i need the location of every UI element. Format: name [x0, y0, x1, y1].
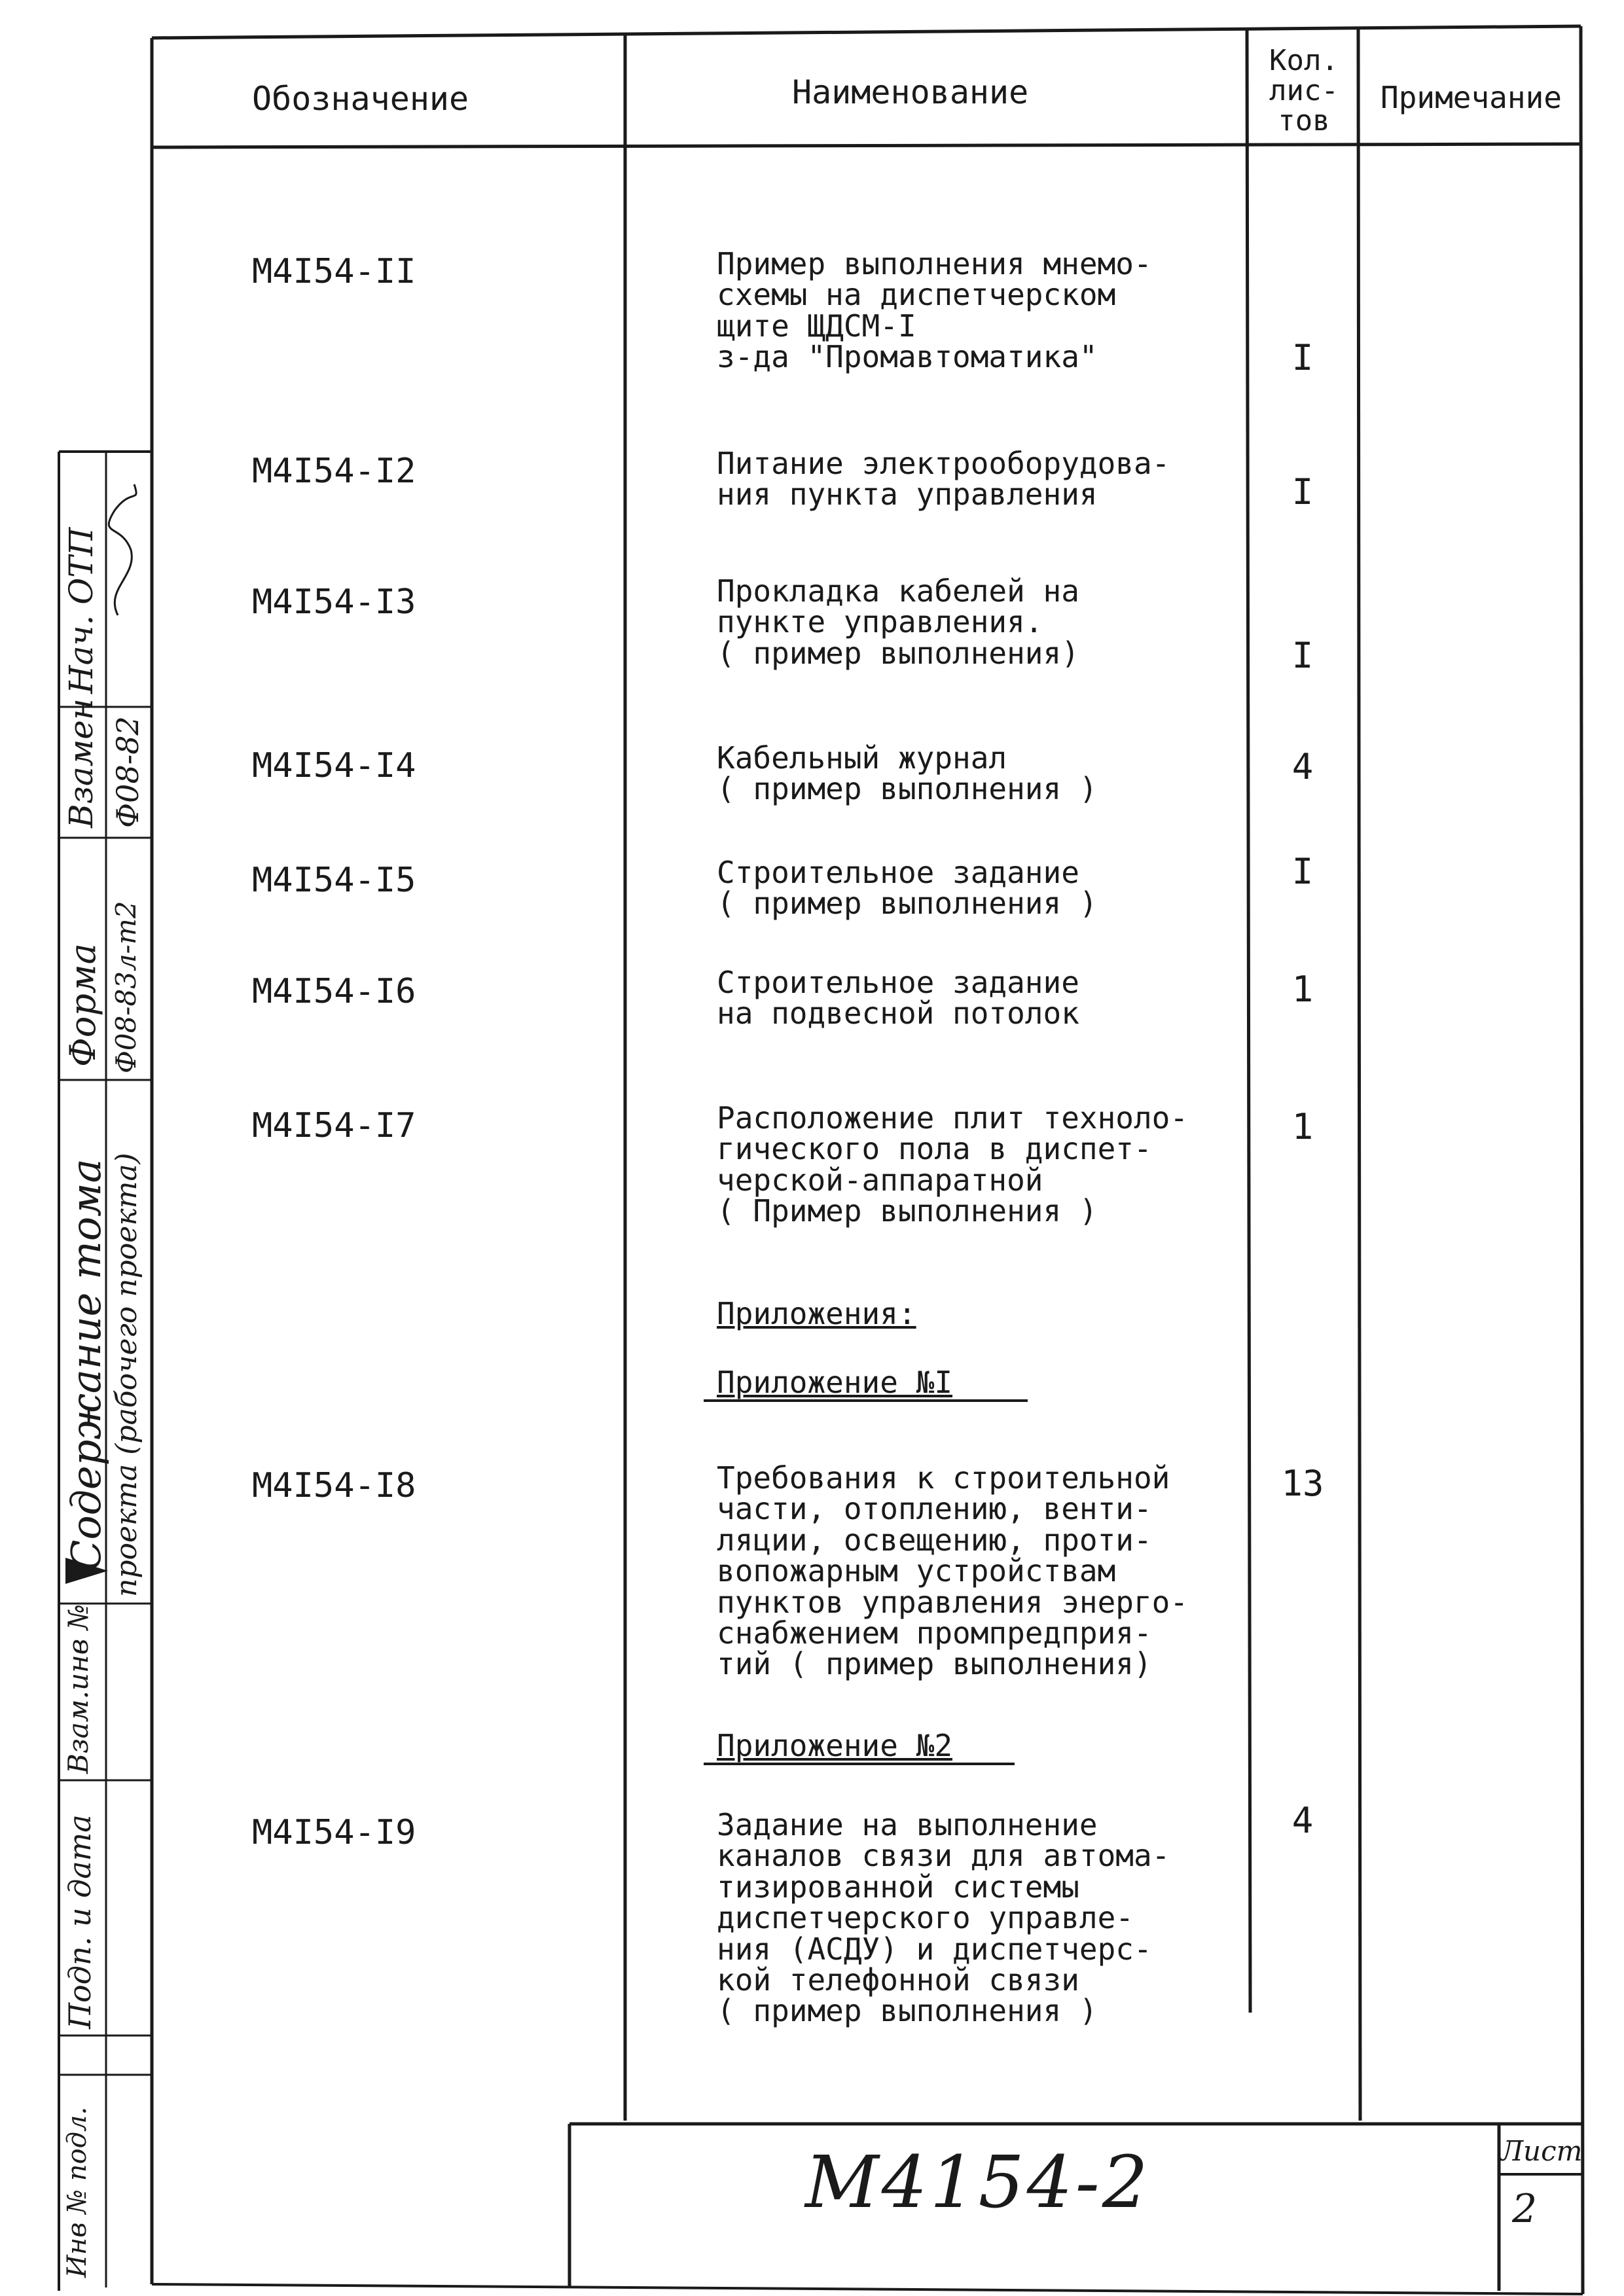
stamp-forma-value: Ф08-83л-т2	[110, 901, 142, 1073]
row-qty: 1	[1291, 1106, 1314, 1147]
row-code: М4I54-I6	[252, 972, 416, 1011]
row-qty: I	[1291, 851, 1314, 892]
row-code: М4I54-II	[252, 252, 416, 291]
row-qty: 4	[1291, 746, 1314, 787]
row-code: М4I54-I3	[252, 583, 416, 622]
header-designation: Обозначение	[252, 80, 469, 118]
stamp-podp-data: Подп. и дата	[62, 1814, 98, 2029]
sheet-number: 2	[1512, 2186, 1538, 2232]
row-qty: I	[1291, 471, 1314, 512]
row-qty: 1	[1291, 969, 1314, 1010]
sheet-label: Лист	[1500, 2135, 1583, 2167]
row-name: Строительное задание ( пример выполнения )	[717, 855, 1098, 922]
stamp-nach-otp: Нач. ОТП	[62, 527, 100, 694]
appendix-2-title: Приложение №2	[717, 1728, 953, 1763]
appendix-1-title: Приложение №I	[717, 1365, 953, 1400]
row-code: М4I54-I4	[252, 746, 416, 785]
header-name: Наименование	[792, 73, 1029, 111]
appendix-2-qty: 4	[1291, 1800, 1314, 1841]
appendix-2-name: Задание на выполнение каналов связи для автома- тизированной системы диспетчерского управле- ния (АСДУ) и диспетчерс- кой телефонной связи ( пример выполнения )	[717, 1807, 1170, 2029]
row-name: Расположение плит техноло- гического пола в диспет- черской-аппаратной ( Пример выполнения )	[717, 1100, 1189, 1229]
header-note: Примечание	[1380, 80, 1562, 115]
row-qty: I	[1291, 337, 1314, 378]
stamp-vzam-inv: Взам.инв №	[62, 1604, 94, 1774]
appendix-2-code: М4I54-I9	[252, 1813, 416, 1852]
row-name: Прокладка кабелей на пункте управления. ( пример выполнения)	[717, 573, 1079, 671]
appendix-1-name: Требования к строительной части, отоплению, венти- ляции, освещению, проти- вопожарным устройствам пунктов управления энерго- снабжением промпредприя- тий ( пример выполнения)	[717, 1460, 1189, 1682]
row-name: Пример выполнения мнемо- схемы на диспетчерском щите ЩДСМ-I з-да "Промавтоматика"	[717, 246, 1152, 375]
row-name: Питание электрооборудова- ния пункта управления	[717, 446, 1170, 512]
row-code: М4I54-I7	[252, 1106, 416, 1145]
row-code: М4I54-I2	[252, 452, 416, 491]
stamp-content-line2: проекта (рабочего проекта)	[110, 1153, 143, 1597]
row-qty: I	[1291, 635, 1314, 676]
appendices-heading: Приложения:	[717, 1296, 916, 1331]
row-name: Строительное задание на подвесной потолок	[717, 965, 1079, 1031]
appendix-1-qty: 13	[1281, 1463, 1324, 1504]
stamp-vzamen-label: Взамен	[62, 698, 100, 828]
document-code: М4154-2	[805, 2140, 1151, 2224]
stamp-content-line1: Содержание тома	[62, 1158, 110, 1571]
stamp-forma-label: Форма	[62, 943, 103, 1067]
header-qty: Кол. лис- тов	[1269, 44, 1339, 138]
stamp-inv-podl: Инв № подл.	[62, 2106, 92, 2278]
signature-scribble	[109, 484, 136, 615]
stamp-vzamen-value: Ф08-82	[110, 716, 145, 828]
row-name: Кабельный журнал ( пример выполнения )	[717, 740, 1098, 807]
appendix-1-code: М4I54-I8	[252, 1466, 416, 1505]
row-code: М4I54-I5	[252, 861, 416, 900]
